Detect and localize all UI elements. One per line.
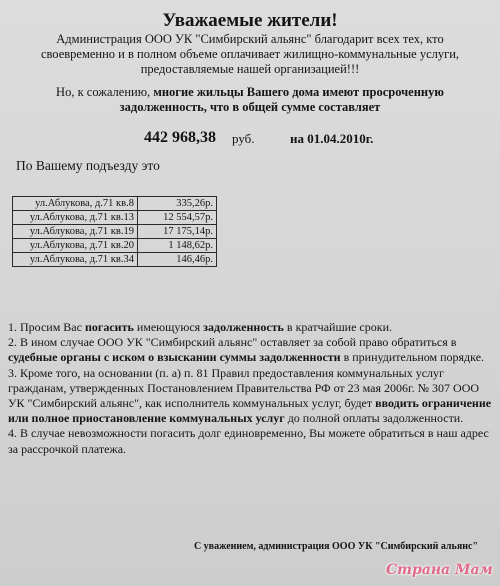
terms-item-text: до полной оплаты задолженности. [284,411,464,426]
total-debt-line [0,129,500,149]
apartment-debt-amount: 335,26р. [138,197,217,211]
terms-item-text: имеющуюся [133,320,204,334]
debt-notice-prefix: Но, к сожалению, [56,85,154,99]
apartment-address: ул.Аблукова, д.71 кв.8 [13,197,138,211]
table-row [13,253,217,267]
total-amount: 442 968,38 [144,129,216,146]
debt-notice [20,85,480,115]
table-row [13,197,217,211]
terms-item-text: в кратчайшие сроки. [283,320,393,334]
total-date: на 01.04.2010г. [290,131,374,146]
apartment-debt-amount: 12 554,57р. [138,211,217,225]
watermark-logo: Страна Мам [386,562,493,578]
terms-list [8,320,492,457]
apartment-address: ул.Аблукова, д.71 кв.20 [13,239,138,253]
terms-item-2 [8,335,492,365]
apartment-address: ул.Аблукова, д.71 кв.13 [13,211,138,225]
apartment-debt-table [12,196,217,267]
signature: С уважением, администрация ООО УК "Симбирский альянс" [193,541,478,552]
terms-item-3 [8,366,492,427]
terms-item-text: 4. В случае невозможности погасить долг единовременно, Вы можете обратиться в наш адрес за рассрочкой платежа. [8,426,489,456]
terms-item-text: в принудительном порядке. [340,350,485,365]
terms-item-text: погасить [84,320,134,334]
terms-item-text: вводить ограничение или полное приостановление коммунальных услуг [8,396,492,426]
debt-notice-bold: многие жильцы Вашего дома имеют просроченную задолженность, что в общей сумме составляет [119,85,444,114]
terms-item-4 [8,426,492,456]
terms-item-text: задолженность [203,320,284,334]
apartment-address: ул.Аблукова, д.71 кв.19 [13,225,138,239]
terms-item-1 [8,320,492,335]
table-row [13,211,217,225]
table-row [13,225,217,239]
terms-item-text: 2. В ином случае ООО УК "Симбирский альянс" оставляет за собой право обратиться в [8,335,457,350]
intro-paragraph: Администрация ООО УК "Симбирский альянс" благодарит всех тех, кто своевременно и в полном объеме оплачивает жилищно-коммунальные услуги, предоставляемые нашей организацией!!! [40,32,460,76]
terms-item-text: 3. Кроме того, на основании (п. а) п. 81 Правил предоставления коммунальных услуг гражданам, утвержденных Постановлением Правительства РФ от 23 мая 2006г. № 307 ООО УК "Симбирский альянс", как исполнитель коммунальных услуг, будет [8,365,480,411]
total-currency: руб. [232,131,255,146]
table-row [13,239,217,253]
apartment-debt-amount: 17 175,14р. [138,225,217,239]
apartment-address: ул.Аблукова, д.71 кв.34 [13,253,138,267]
entrance-label: По Вашему подъезду это [16,158,160,173]
notice-title: Уважаемые жители! [162,10,338,31]
terms-item-text: 1. Просим Вас [8,320,85,334]
terms-item-text: судебные органы с иском о взыскании суммы задолженности [8,350,341,365]
apartment-debt-amount: 146,46р. [138,253,217,267]
apartment-debt-amount: 1 148,62р. [138,239,217,253]
